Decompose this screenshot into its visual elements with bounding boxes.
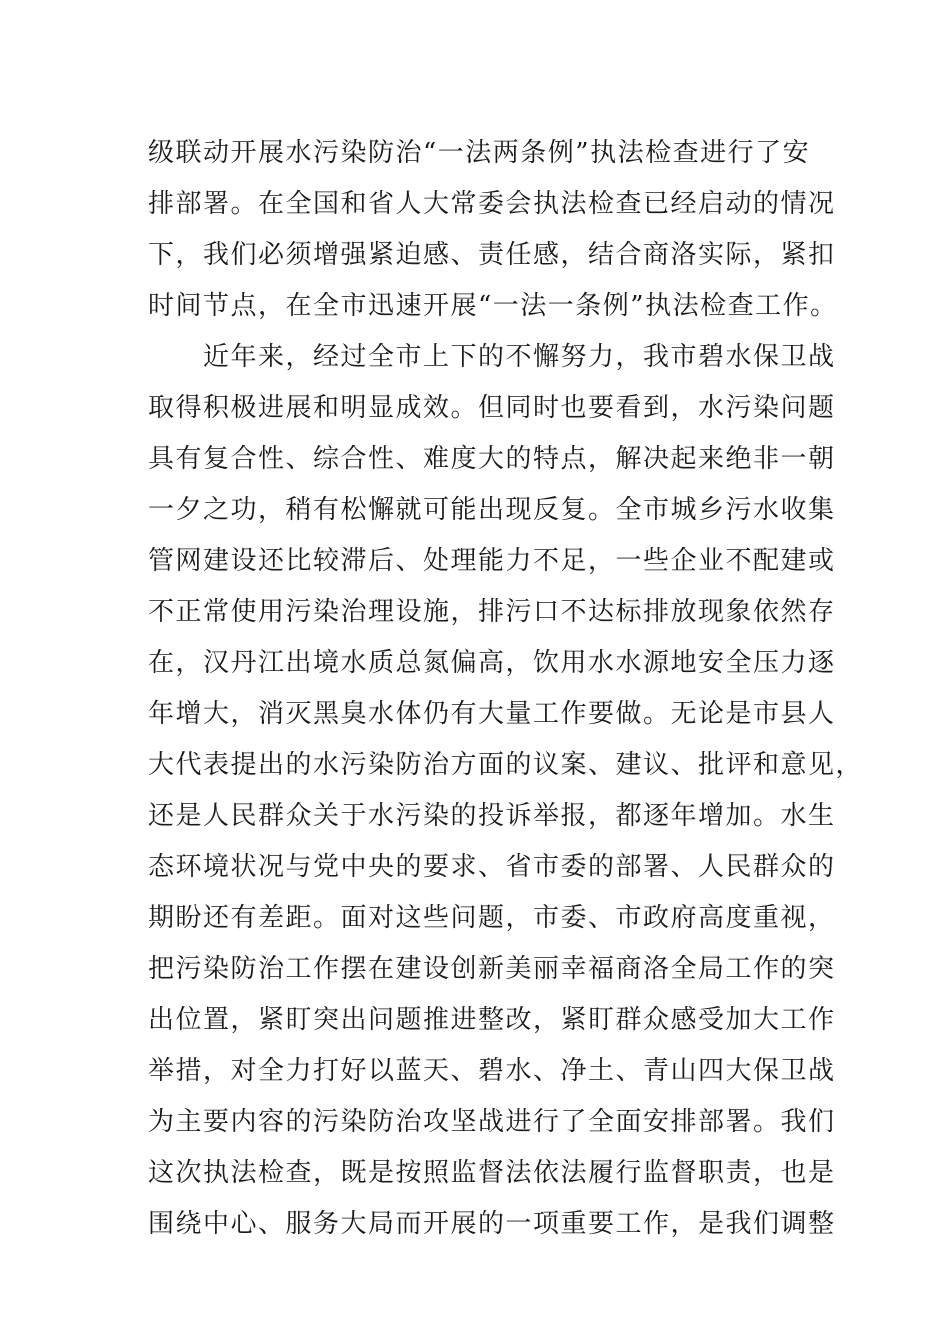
text-line: 时间节点，在全市迅速开展“一法一条例”执法检查工作。 (148, 291, 838, 321)
text-line: 年增大，消灭黑臭水体仍有大量工作要做。无论是市县人 (148, 699, 836, 729)
text-line: 围绕中心、服务大局而开展的一项重要工作，是我们调整 (148, 1209, 836, 1239)
text-line: 还是人民群众关于水污染的投诉举报，都逐年增加。水生 (148, 801, 836, 831)
body-text (148, 128, 864, 1250)
text-line: 排部署。在全国和省人大常委会执法检查已经启动的情况 (148, 189, 836, 219)
text-line: 出位置，紧盯突出问题推进整改，紧盯群众感受加大工作 (148, 1005, 836, 1035)
text-line: 举措，对全力打好以蓝天、碧水、净土、青山四大保卫战 (148, 1056, 836, 1086)
text-line: 为主要内容的污染防治攻坚战进行了全面安排部署。我们 (148, 1107, 836, 1137)
text-line: 在，汉丹江出境水质总氮偏高，饮用水水源地安全压力逐 (148, 648, 836, 678)
text-line: 不正常使用污染治理设施，排污口不达标排放现象依然存 (148, 597, 836, 627)
text-line: 把污染防治工作摆在建设创新美丽幸福商洛全局工作的突 (148, 954, 836, 984)
text-line: 态环境状况与党中央的要求、省市委的部署、人民群众的 (148, 852, 836, 882)
text-line: 一夕之功，稍有松懈就可能出现反复。全市城乡污水收集 (148, 495, 836, 525)
text-line: 管网建设还比较滞后、处理能力不足，一些企业不配建或 (148, 546, 836, 576)
text-line: 取得积极进展和明显成效。但同时也要看到，水污染问题 (148, 393, 836, 423)
text-line: 下，我们必须增强紧迫感、责任感，结合商洛实际，紧扣 (148, 240, 836, 270)
text-line: 期盼还有差距。面对这些问题，市委、市政府高度重视， (148, 903, 836, 933)
text-line: 大代表提出的水污染防治方面的议案、建议、批评和意见， (148, 750, 864, 780)
paragraph-first-line: 近年来，经过全市上下的不懈努力，我市碧水保卫战 (203, 342, 836, 372)
text-line: 具有复合性、综合性、难度大的特点，解决起来绝非一朝 (148, 444, 836, 474)
text-line: 这次执法检查，既是按照监督法依法履行监督职责，也是 (148, 1158, 836, 1188)
text-line: 级联动开展水污染防治“一法两条例”执法检查进行了安 (148, 138, 811, 168)
